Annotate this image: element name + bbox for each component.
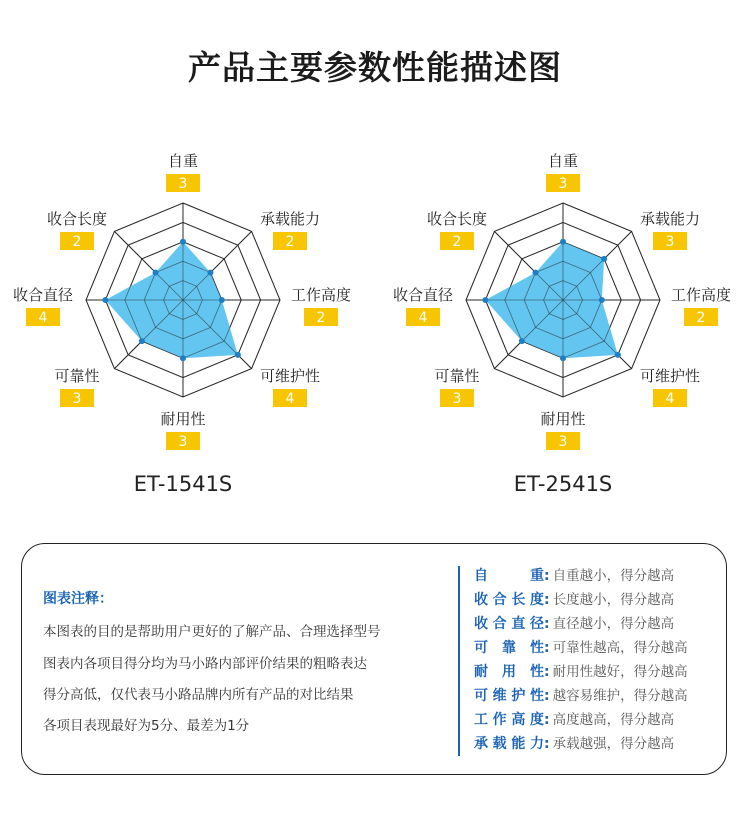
axis-label-folded-diameter: 收合直径: [12, 286, 74, 304]
notes-line: 图表内各项目得分均为马小路内部评价结果的粗略表达: [43, 656, 367, 672]
legend-row-load-capacity: [474, 732, 674, 754]
score-value-maintainability: 4: [285, 391, 295, 407]
data-point-folded-diameter: [102, 297, 108, 303]
data-point-folded-diameter: [482, 297, 488, 303]
axis-label-durability: 耐用性: [160, 410, 206, 428]
legend-key: 可靠性: [474, 640, 544, 656]
data-point-folded-length: [533, 270, 539, 276]
legend-desc: 高度越高，得分越高: [552, 712, 675, 728]
legend-row-weight: [474, 564, 674, 586]
legend-key: 工作高度: [474, 712, 544, 728]
legend-desc: 直径越小，得分越高: [552, 616, 675, 632]
notes-line: 各项目表现最好为5分、最差为1分: [43, 718, 250, 734]
legend-desc: 承载越强，得分越高: [552, 736, 675, 752]
score-value-working-height: 2: [696, 310, 706, 326]
score-value-load-capacity: 3: [665, 234, 675, 250]
score-value-maintainability: 4: [665, 391, 675, 407]
legend-row-reliability: [474, 636, 688, 658]
score-value-weight: 3: [178, 176, 188, 192]
data-point-durability: [560, 355, 566, 361]
model-label: ET-2541S: [513, 472, 613, 496]
data-point-load-capacity: [601, 256, 607, 262]
data-point-weight: [180, 239, 186, 245]
legend-key: 可维护性: [474, 688, 544, 704]
notes-title: 图表注释：: [43, 591, 113, 607]
model-label: ET-1541S: [133, 472, 233, 496]
axis-label-durability: 耐用性: [540, 410, 586, 428]
score-value-load-capacity: 2: [285, 234, 295, 250]
score-value-folded-length: 2: [72, 234, 82, 250]
score-value-folded-diameter: 4: [418, 310, 428, 326]
data-point-maintainability: [235, 352, 241, 358]
axis-label-weight: 自重: [167, 152, 199, 170]
legend-row-durability: [474, 660, 688, 682]
axis-label-weight: 自重: [547, 152, 579, 170]
data-point-durability: [180, 355, 186, 361]
legend-key: 收合长度: [474, 592, 544, 608]
legend-desc: 越容易维护，得分越高: [552, 688, 688, 704]
legend-colon: :: [544, 568, 550, 584]
data-point-folded-length: [153, 270, 159, 276]
legend-key: 承载能力: [474, 736, 544, 752]
axis-label-folded-length: 收合长度: [426, 210, 488, 228]
axis-label-reliability: 可靠性: [54, 367, 100, 385]
legend-desc: 可靠性越高，得分越高: [552, 640, 688, 656]
legend-colon: :: [544, 736, 550, 752]
axis-label-maintainability: 可维护性: [259, 367, 321, 385]
score-value-reliability: 3: [452, 391, 462, 407]
legend-row-folded-length: [474, 588, 674, 610]
axis-label-reliability: 可靠性: [434, 367, 480, 385]
notes-line: 得分高低，仅代表马小路品牌内所有产品的对比结果: [43, 687, 354, 703]
legend-key: 耐用性: [474, 664, 544, 680]
data-point-weight: [560, 239, 566, 245]
legend-row-folded-diameter: [474, 612, 674, 634]
score-value-folded-diameter: 4: [38, 310, 48, 326]
legend-desc: 自重越小，得分越高: [552, 568, 675, 584]
radar-chart-et1541s: [0, 140, 370, 504]
legend-key: 收合直径: [474, 616, 544, 632]
score-value-reliability: 3: [72, 391, 82, 407]
legend-colon: :: [544, 592, 550, 608]
legend-row-maintainability: [474, 684, 688, 706]
legend-desc: 长度越小，得分越高: [552, 592, 675, 608]
legend-desc: 耐用性越好，得分越高: [552, 664, 688, 680]
data-point-working-height: [219, 297, 225, 303]
legend-key: 自重: [474, 568, 544, 584]
score-value-weight: 3: [558, 176, 568, 192]
data-point-reliability: [519, 338, 525, 344]
legend-colon: :: [544, 664, 550, 680]
axis-label-folded-length: 收合长度: [46, 210, 108, 228]
axis-label-maintainability: 可维护性: [639, 367, 701, 385]
notes-line: 本图表的目的是帮助用户更好的了解产品、合理选择型号: [43, 624, 381, 640]
radar-chart-et2541s: [380, 140, 750, 504]
notes-panel: [21, 543, 727, 775]
axis-label-working-height: 工作高度: [290, 286, 352, 304]
axis-label-load-capacity: 承载能力: [639, 210, 701, 228]
legend-colon: :: [544, 688, 550, 704]
legend-colon: :: [544, 712, 550, 728]
legend-colon: :: [544, 616, 550, 632]
legend-divider: [458, 566, 460, 756]
data-point-reliability: [139, 338, 145, 344]
axis-label-working-height: 工作高度: [670, 286, 732, 304]
data-point-load-capacity: [207, 270, 213, 276]
score-value-folded-length: 2: [452, 234, 462, 250]
data-point-working-height: [599, 297, 605, 303]
page-title: 产品主要参数性能描述图: [188, 48, 562, 87]
legend-row-working-height: [474, 708, 674, 730]
data-point-maintainability: [615, 352, 621, 358]
legend-colon: :: [544, 640, 550, 656]
score-value-working-height: 2: [316, 310, 326, 326]
score-value-durability: 3: [558, 434, 568, 450]
axis-label-load-capacity: 承载能力: [259, 210, 321, 228]
axis-label-folded-diameter: 收合直径: [392, 286, 454, 304]
score-value-durability: 3: [178, 434, 188, 450]
